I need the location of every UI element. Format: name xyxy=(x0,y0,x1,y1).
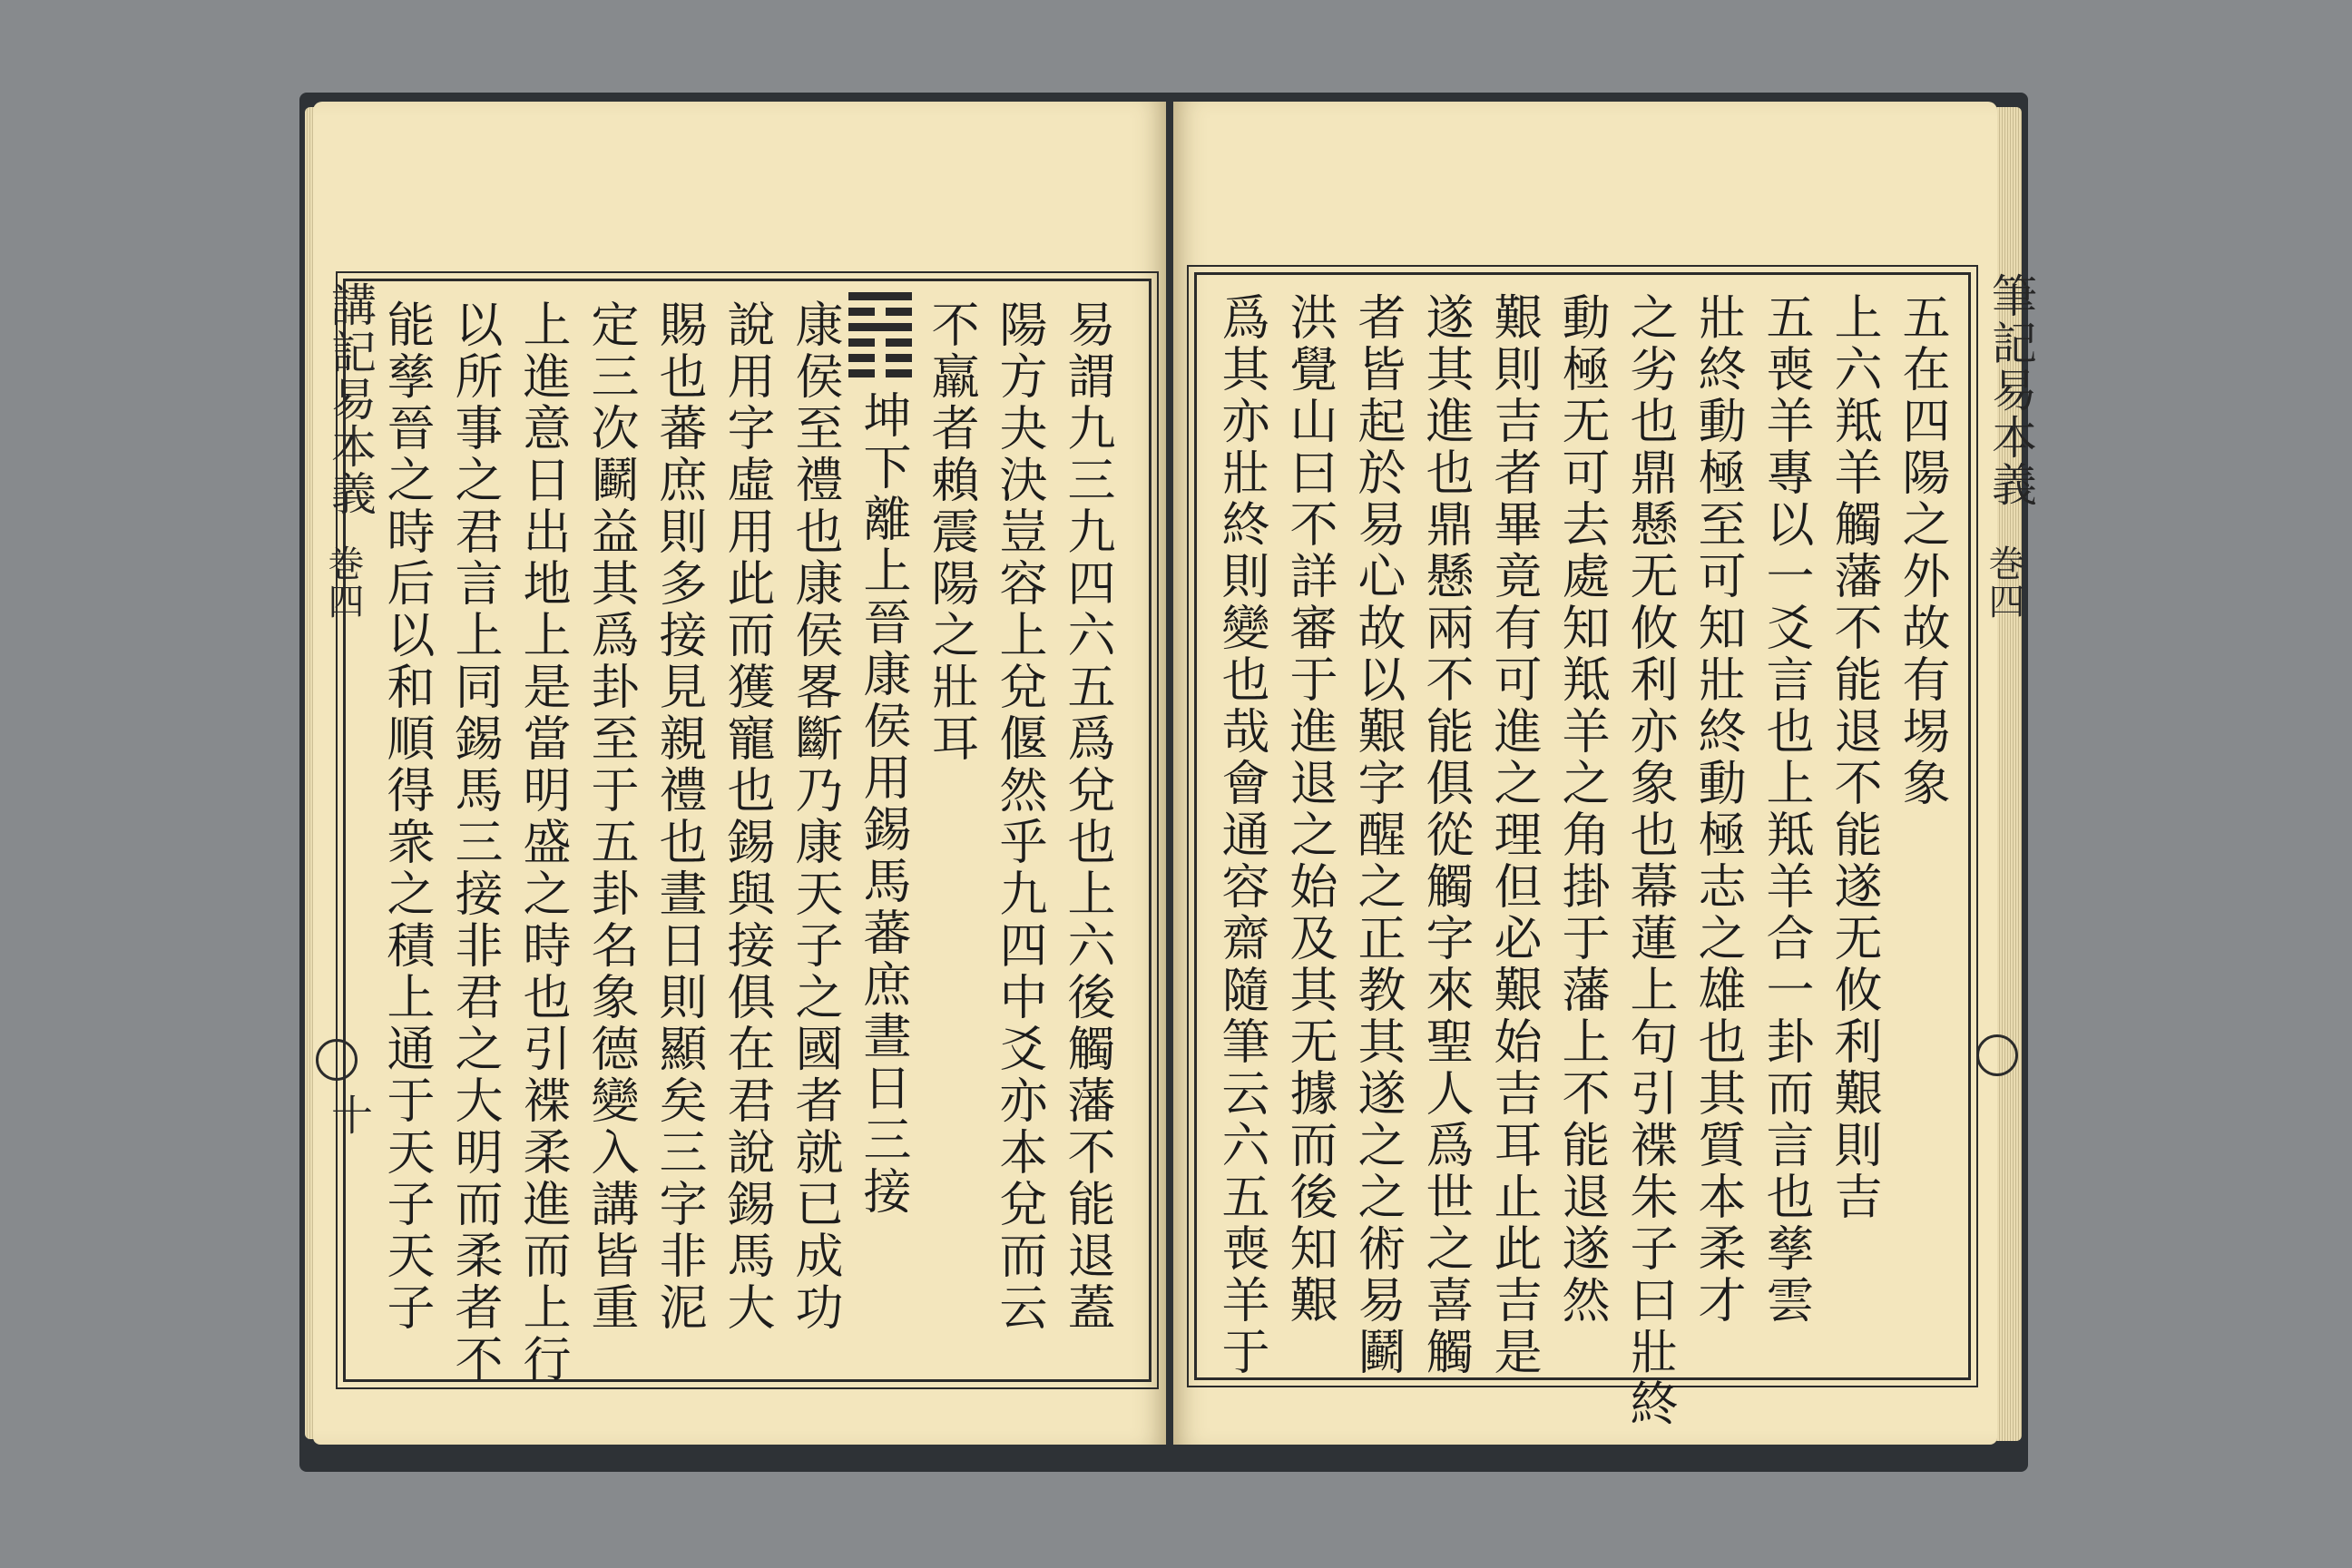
hexagram-icon xyxy=(848,292,912,385)
right-column-4: 壯終動極至可知壯終動極志之雄也其質本柔才 xyxy=(1690,292,1746,1327)
right-column-8: 遂其進也鼎懸兩不能俱從觸字來聖人爲世之喜觸 xyxy=(1418,292,1474,1378)
right-column-2: 上六羝羊觸藩不能退不能遂无攸利艱則吉 xyxy=(1827,292,1882,1223)
right-column-9: 者皆起於易心故以艱字醒之正教其遂之之術易鬬 xyxy=(1350,292,1406,1378)
right-column-7: 艱則吉者畢竟有可進之理但必艱始吉耳止此吉是 xyxy=(1486,292,1542,1378)
left-column-9: 上進意日出地上是當明盛之時也引褋柔進而上行 xyxy=(515,299,571,1386)
left-column-1: 易謂九三九四六五爲兌也上六後觸藩不能退蓋 xyxy=(1060,299,1115,1334)
right-fishtail-mark xyxy=(1976,1034,2018,1076)
left-margin-title: 講記易本義 xyxy=(324,281,377,517)
left-column-6: 說用字虛用此而獲寵也錫與接俱在君說錫馬大 xyxy=(720,299,775,1334)
right-margin-volume: 巻四 xyxy=(1983,544,2024,621)
right-margin-title: 筆記易本義 xyxy=(1984,272,2037,508)
right-column-5: 之劣也鼎懸无攸利亦象也幕蓮上句引褋朱子曰壯終 xyxy=(1622,292,1678,1430)
right-column-1: 五在四陽之外故有埸象 xyxy=(1895,292,1950,809)
left-fishtail-mark xyxy=(316,1039,358,1081)
left-column-3: 不羸者賴震陽之壯耳 xyxy=(924,299,979,765)
left-column-7: 賜也蕃庶則多接見親禮也晝日則顯矣三字非泥 xyxy=(652,299,707,1334)
left-column-10: 以所事之君言上同錫馬三接非君之大明而柔者不 xyxy=(447,299,503,1386)
left-folio: 十 xyxy=(325,1093,374,1135)
right-column-6: 動極无可去處知羝羊之角掛于藩上不能退遂然 xyxy=(1554,292,1610,1327)
left-margin-volume: 巻四 xyxy=(322,544,364,621)
left-column-5: 康侯至禮也康侯畧斷乃康天子之國者就已成功 xyxy=(788,299,843,1334)
left-column-2: 陽方夬決豈容上兌偃然乎九四中爻亦本兌而云 xyxy=(992,299,1047,1334)
right-column-10: 洪覺山曰不詳審于進退之始及其无據而後知艱 xyxy=(1282,292,1338,1327)
right-column-11: 爲其亦壯終則變也哉會通容齋隨筆云六五喪羊于 xyxy=(1214,292,1269,1378)
left-column-8: 定三次鬬益其爲卦至于五卦名象德變入講皆重 xyxy=(583,299,639,1334)
left-hexagram-heading: 坤下離上晉康侯用錫馬蕃庶晝日三接 xyxy=(856,390,911,1218)
right-column-3: 五喪羊專以一爻言也上羝羊合一卦而言也孳雲 xyxy=(1759,292,1814,1327)
left-column-11: 能孳晉之時后以和順得衆之積上通于天子天子 xyxy=(379,299,435,1334)
